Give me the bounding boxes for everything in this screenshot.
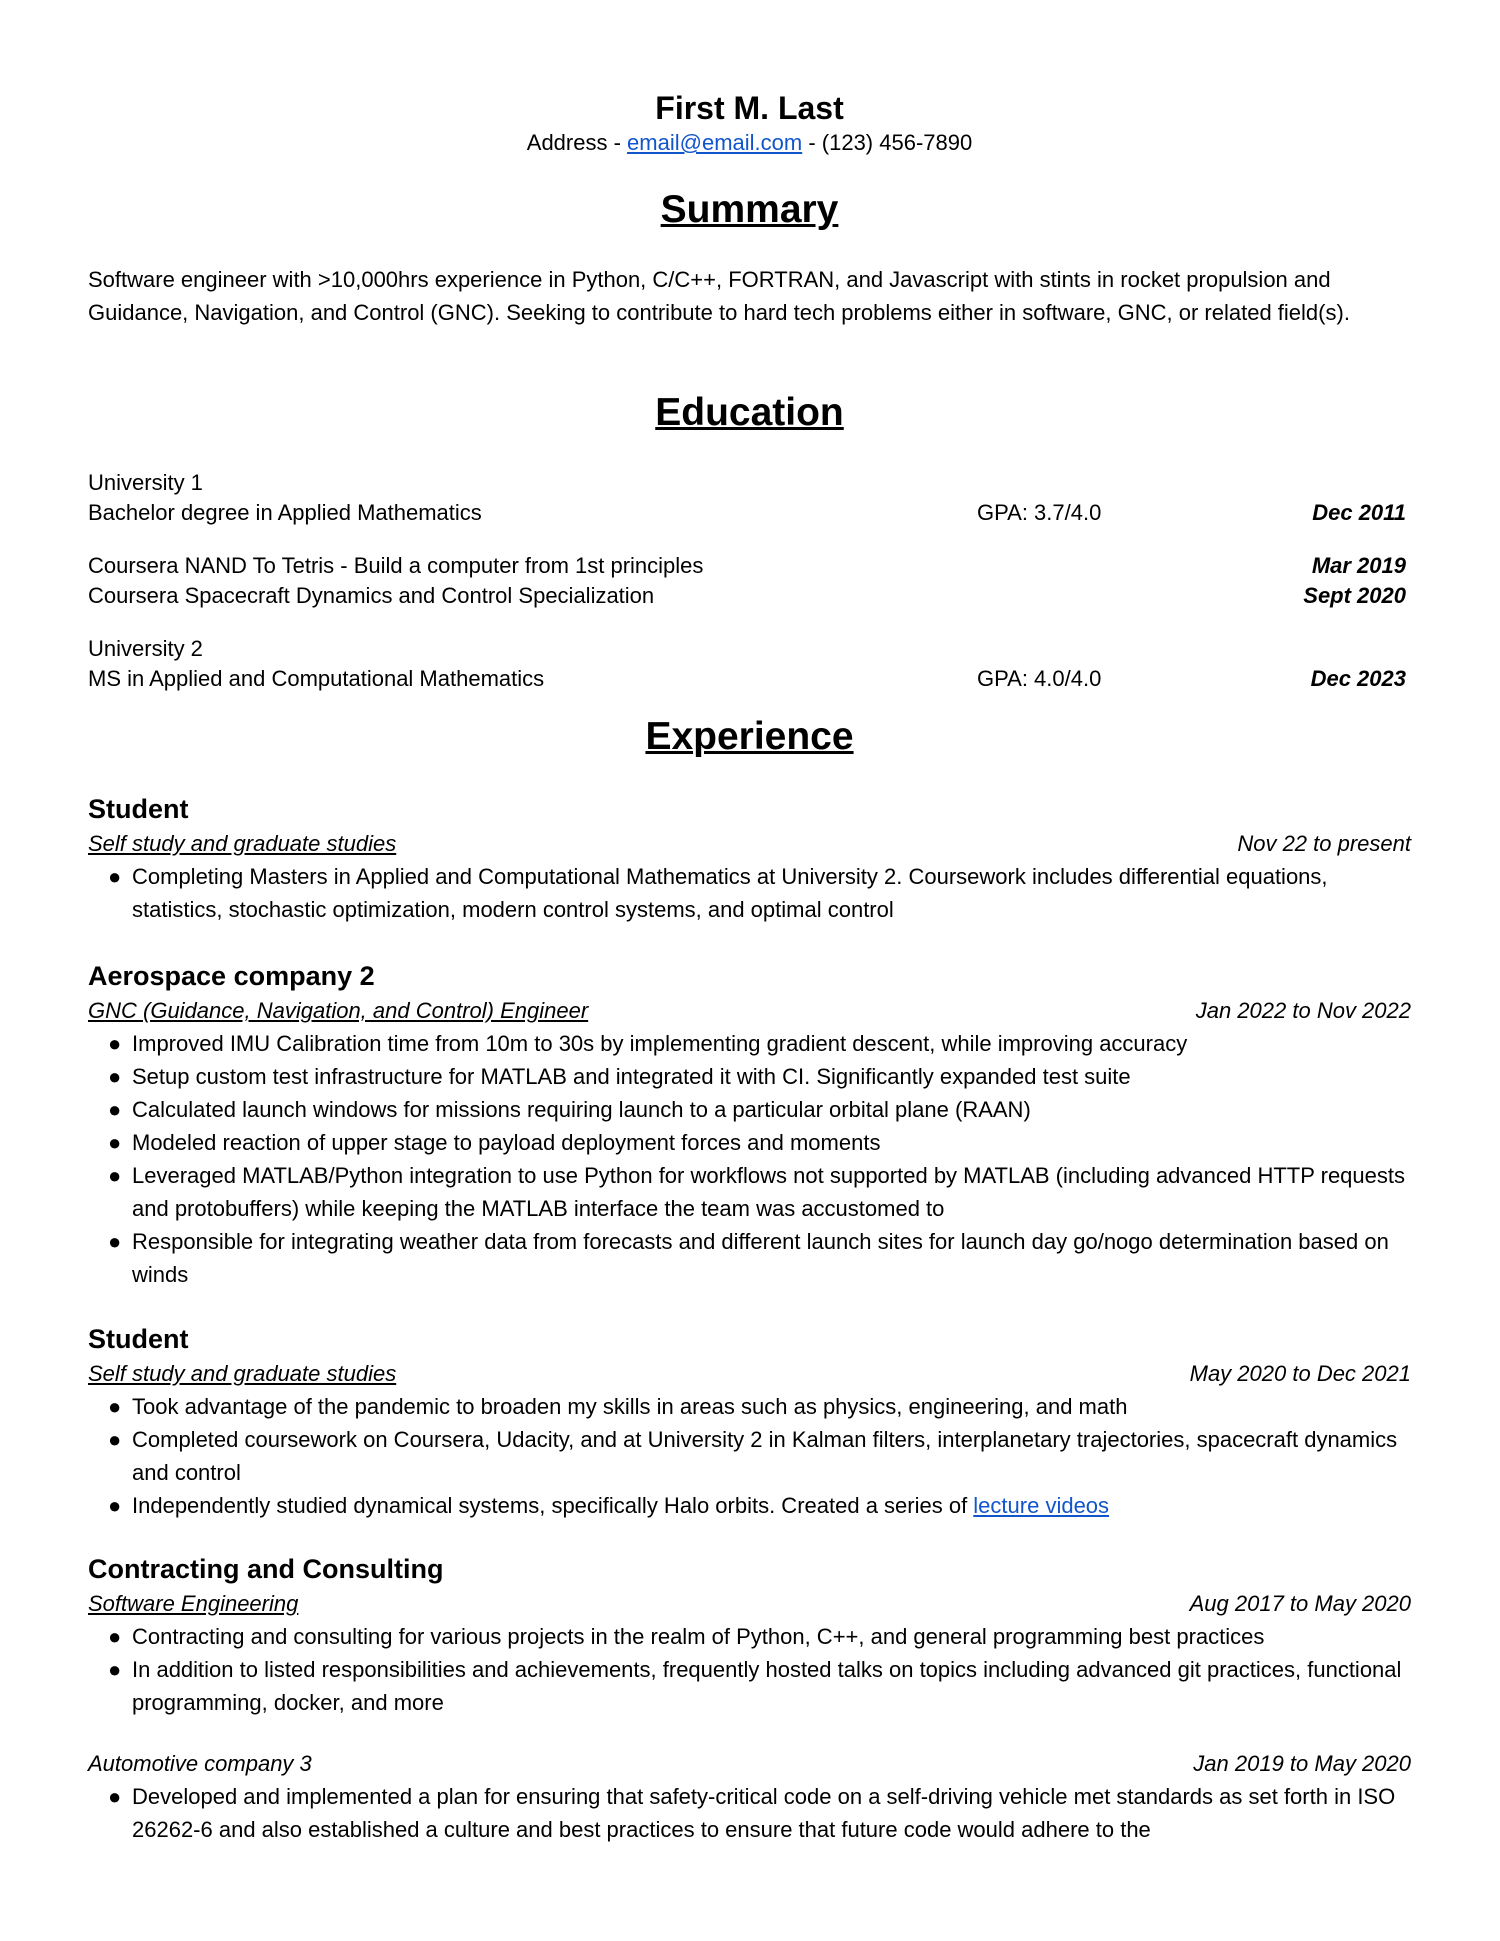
bullet-icon: ● [108, 1064, 122, 1089]
bullet-icon: ● [108, 1163, 122, 1188]
gpa: GPA: 3.7/4.0 [977, 500, 1102, 525]
phone: (123) 456-7890 [821, 130, 973, 155]
experience-heading: Experience [645, 715, 854, 758]
bullet-item: ● Responsible for integrating weather data from forecasts and different launch sites for launch day go/nogo determination based on winds [88, 1225, 1411, 1291]
bullet-icon: ● [108, 1229, 122, 1254]
course: Coursera NAND To Tetris - Build a computer from 1st principles [88, 553, 704, 578]
bullet-icon: ● [108, 864, 122, 889]
name: First M. Last [655, 90, 844, 126]
bullet-icon: ● [108, 1493, 122, 1518]
email-link[interactable]: email@email.com [627, 130, 803, 155]
company: Aerospace company 2 [88, 961, 375, 991]
role: Automotive company 3 [88, 1751, 312, 1776]
date: Dec 2023 [1310, 666, 1406, 691]
bullet-icon: ● [108, 1784, 122, 1809]
summary-heading: Summary [660, 188, 839, 231]
bullet-item: ● Took advantage of the pandemic to broaden my skills in areas such as physics, engineering, and math [88, 1390, 1411, 1423]
job-entry [88, 1321, 1411, 1522]
bullet-icon: ● [108, 1624, 122, 1649]
gpa: GPA: 4.0/4.0 [977, 666, 1102, 691]
education-heading: Education [655, 391, 844, 434]
bullet-icon: ● [108, 1031, 122, 1056]
dates: May 2020 to Dec 2021 [1189, 1361, 1411, 1386]
role: Self study and graduate studies [88, 1361, 397, 1386]
bullet-item: ● Setup custom test infrastructure for MATLAB and integrated it with CI. Significantly expanded test suite [88, 1060, 1411, 1093]
degree: MS in Applied and Computational Mathematics [88, 666, 545, 691]
bullet-item: ● Calculated launch windows for missions requiring launch to a particular orbital plane (RAAN) [88, 1093, 1411, 1126]
date: Sept 2020 [1303, 583, 1406, 608]
address: Address [526, 130, 608, 155]
role: Software Engineering [88, 1591, 299, 1616]
bullet-item: ● Leveraged MATLAB/Python integration to use Python for workflows not supported by MATLAB (including advanced HTTP requests and protobuffers) while keeping the MATLAB interface the team was accustomed to [88, 1159, 1411, 1225]
dates: Jan 2019 to May 2020 [1193, 1751, 1411, 1776]
bullet-icon: ● [108, 1130, 122, 1155]
education-entry [88, 632, 1411, 695]
bullet-icon: ● [108, 1394, 122, 1419]
summary-text: Software engineer with >10,000hrs experience in Python, C/C++, FORTRAN, and Javascript with stints in rocket propulsion and Guidance, Navigation, and Control (GNC). Seeking to contribute to hard tech problems either in software, GNC, or related field(s). [88, 267, 1350, 325]
bullet-icon: ● [108, 1097, 122, 1122]
bullet-item: ● Independently studied dynamical systems, specifically Halo orbits. Created a series of lecture videos [88, 1489, 1411, 1522]
role: Self study and graduate studies [88, 831, 397, 856]
dates: Nov 22 to present [1237, 831, 1411, 856]
school: University 2 [88, 636, 203, 661]
bullet-icon: ● [108, 1657, 122, 1682]
job-entry [88, 1551, 1411, 1719]
course: Coursera Spacecraft Dynamics and Control Specialization [88, 583, 655, 608]
bullet-item: ● Completed coursework on Coursera, Udacity, and at University 2 in Kalman filters, interplanetary trajectories, spacecraft dynamics and control [88, 1423, 1411, 1489]
role: GNC (Guidance, Navigation, and Control) Engineer [88, 998, 589, 1023]
bullet-icon: ● [108, 1427, 122, 1452]
bullet-item: ● Completing Masters in Applied and Computational Mathematics at University 2. Coursework includes differential equations, statistics, stochastic optimization, modern control systems, and optimal control [88, 860, 1411, 926]
date: Mar 2019 [1311, 553, 1406, 578]
dates: Aug 2017 to May 2020 [1189, 1591, 1411, 1616]
bullet-item: ● In addition to listed responsibilities and achievements, frequently hosted talks on topics including advanced git practices, functional programming, docker, and more [88, 1653, 1411, 1719]
company: Student [88, 1324, 189, 1354]
bullet-item: ● Contracting and consulting for various projects in the realm of Python, C++, and general programming best practices [88, 1620, 1411, 1653]
education-entry [88, 549, 1411, 612]
job-entry [88, 1747, 1411, 1846]
date: Dec 2011 [1312, 500, 1406, 525]
dates: Jan 2022 to Nov 2022 [1195, 998, 1411, 1023]
job-entry [88, 958, 1411, 1291]
separator: - [607, 130, 628, 155]
company: Contracting and Consulting [88, 1554, 444, 1584]
separator: - [802, 130, 822, 155]
lecture-videos-link[interactable]: lecture videos [973, 1493, 1110, 1518]
header [88, 88, 1411, 158]
bullet-item: ● Modeled reaction of upper stage to payload deployment forces and moments [88, 1126, 1411, 1159]
degree: Bachelor degree in Applied Mathematics [88, 500, 482, 525]
education-entry [88, 466, 1411, 529]
bullet-item: ● Developed and implemented a plan for ensuring that safety-critical code on a self-driving vehicle met standards as set forth in ISO 26262-6 and also established a culture and best practices to ensure that future code would adhere to the [88, 1780, 1411, 1846]
company: Student [88, 794, 189, 824]
contact-line [88, 128, 1411, 158]
school: University 1 [88, 470, 203, 495]
bullet-item: ● Improved IMU Calibration time from 10m to 30s by implementing gradient descent, while improving accuracy [88, 1027, 1411, 1060]
job-entry [88, 791, 1411, 926]
